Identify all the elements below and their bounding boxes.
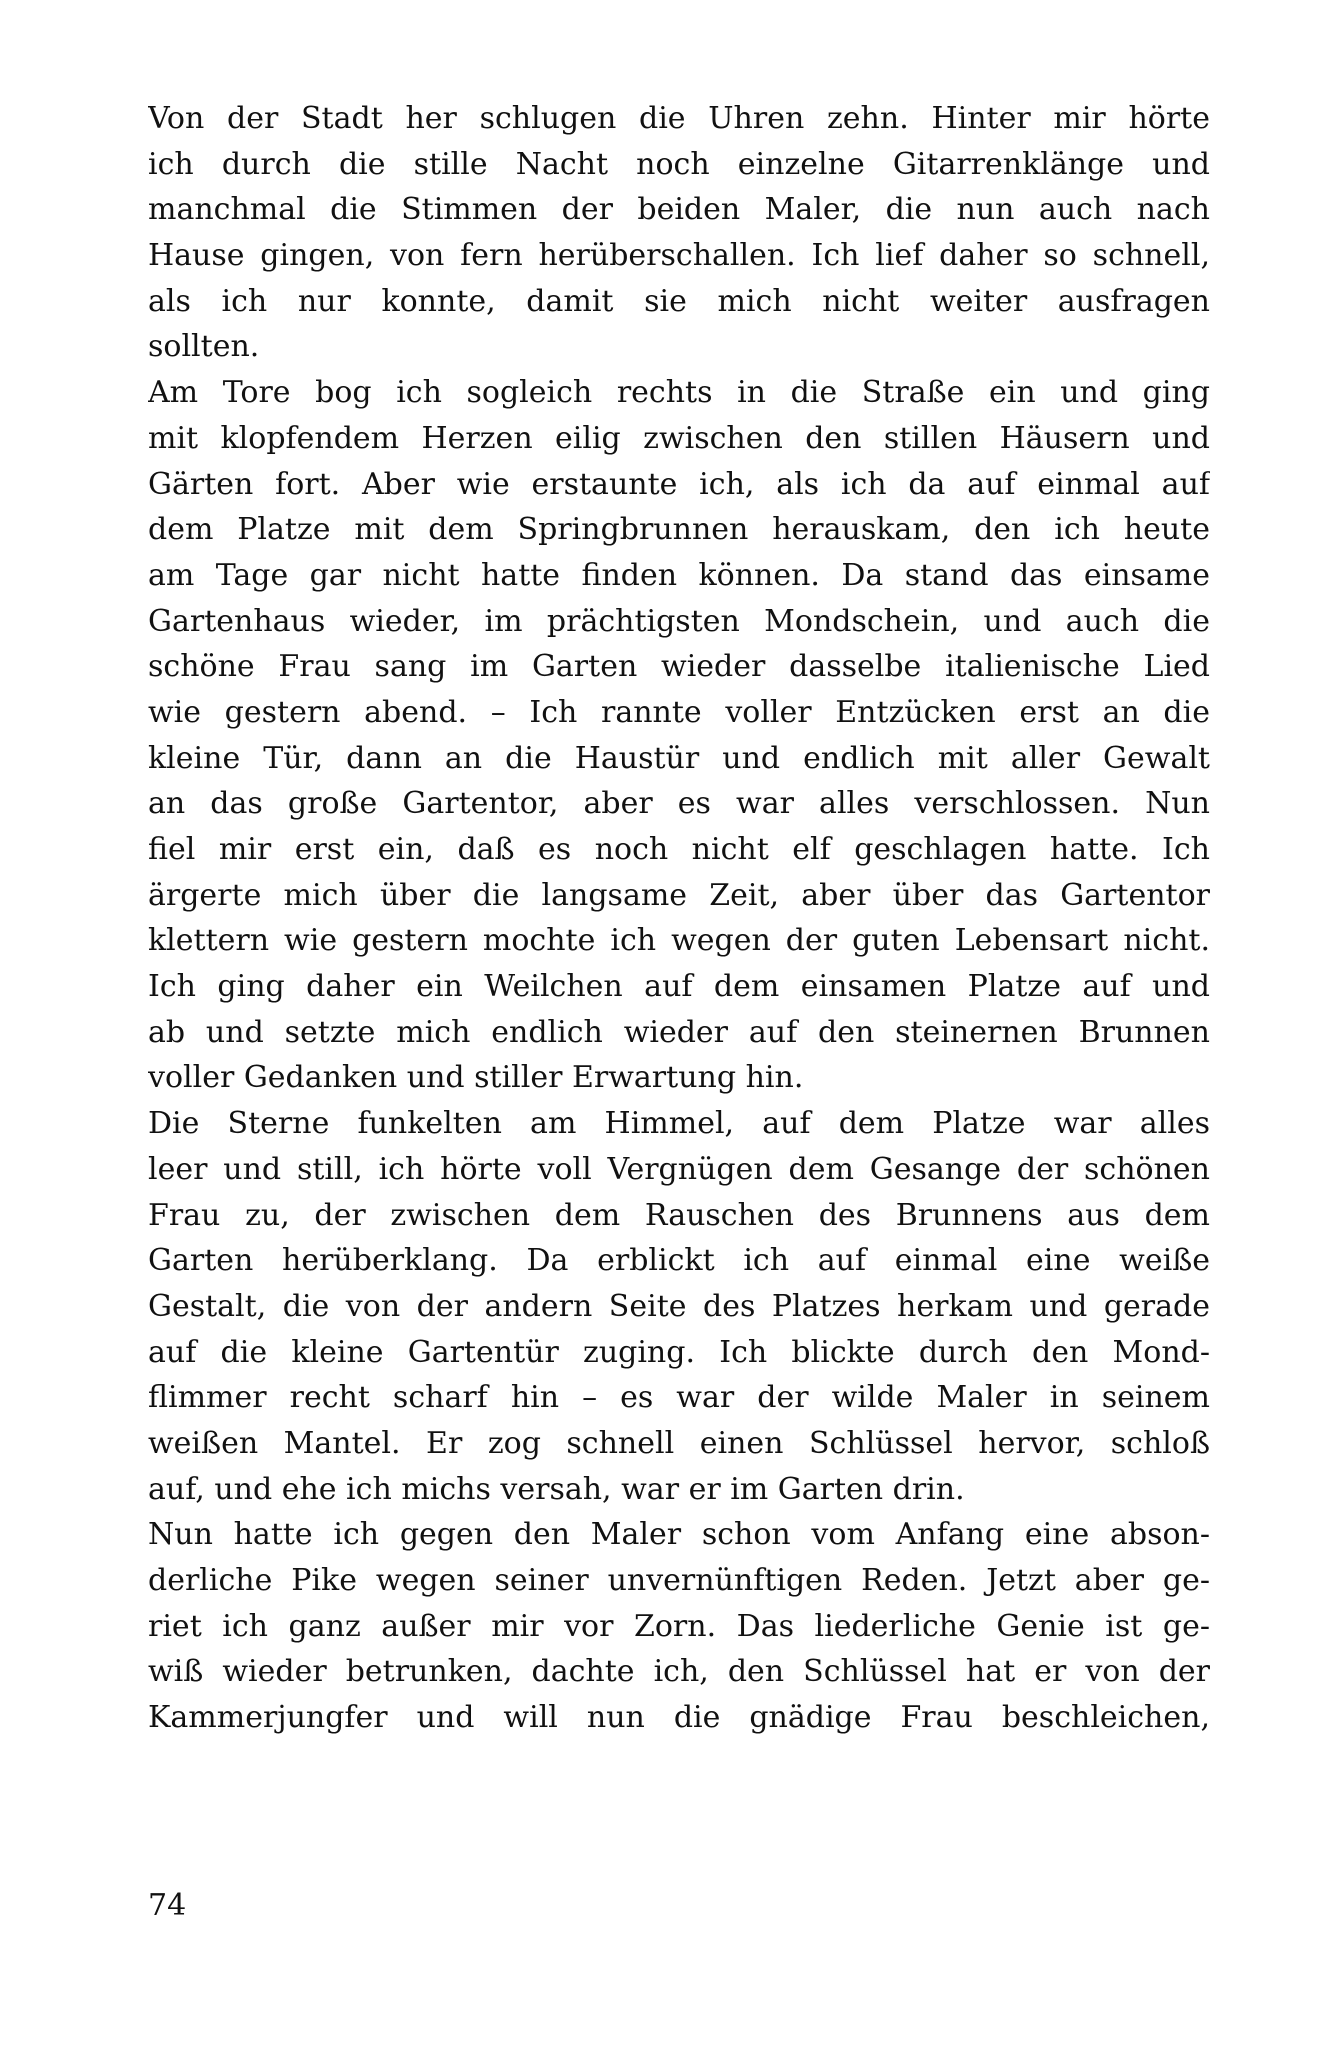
paragraph-1 bbox=[148, 96, 1210, 370]
text-line: klettern wie gestern mochte ich wegen der guten Lebensart nicht. bbox=[148, 923, 1210, 959]
text-line: wiß wieder betrunken, dachte ich, den Schlüssel hat er von der bbox=[148, 1654, 1210, 1690]
text-line: riet ich ganz außer mir vor Zorn. Das liederliche Genie ist ge- bbox=[148, 1608, 1210, 1644]
text-line: auf, und ehe ich michs versah, war er im Garten drin. bbox=[148, 1471, 965, 1507]
paragraph-2 bbox=[148, 370, 1210, 1101]
text-line: leer und still, ich hörte voll Vergnügen dem Gesange der schönen bbox=[148, 1151, 1210, 1187]
text-line: auf die kleine Gartentür zuging. Ich blickte durch den Mond- bbox=[148, 1334, 1210, 1370]
text-line: voller Gedanken und stiller Erwartung hin. bbox=[148, 1060, 804, 1096]
text-line: Am Tore bog ich sogleich rechts in die Straße ein und ging bbox=[148, 375, 1210, 411]
text-line: dem Platze mit dem Springbrunnen herauskam, den ich heute bbox=[148, 512, 1210, 548]
text-line: schöne Frau sang im Garten wieder dasselbe italienische Lied bbox=[148, 649, 1210, 685]
text-line: fiel mir erst ein, daß es noch nicht elf geschlagen hatte. Ich bbox=[148, 832, 1210, 867]
text-line: ärgerte mich über die langsame Zeit, aber über das Gartentor bbox=[148, 877, 1210, 913]
text-line: Hause gingen, von fern herüberschallen. Ich lief daher so schnell, bbox=[148, 238, 1210, 274]
text-line: Die Sterne funkelten am Himmel, auf dem Platze war alles bbox=[148, 1106, 1210, 1142]
paragraph-4 bbox=[148, 1512, 1210, 1740]
text-line: weißen Mantel. Er zog schnell einen Schlüssel hervor, schloß bbox=[148, 1425, 1210, 1461]
text-line: Gärten fort. Aber wie erstaunte ich, als ich da auf einmal auf bbox=[148, 466, 1210, 502]
text-line: Kammerjungfer und will nun die gnädige Frau beschleichen, bbox=[148, 1700, 1210, 1736]
text-line: Gartenhaus wieder, im prächtigsten Mondschein, und auch die bbox=[148, 603, 1210, 639]
text-line: als ich nur konnte, damit sie mich nicht weiter ausfragen bbox=[148, 283, 1210, 319]
text-line: ich durch die stille Nacht noch einzelne Gitarrenklänge und bbox=[148, 146, 1210, 182]
text-line: Nun hatte ich gegen den Maler schon vom Anfang eine abson- bbox=[148, 1517, 1210, 1553]
text-line: manchmal die Stimmen der beiden Maler, die nun auch nach bbox=[148, 192, 1210, 228]
text-line: Garten herüberklang. Da erblickt ich auf einmal eine weiße bbox=[148, 1243, 1210, 1279]
text-line: Frau zu, der zwischen dem Rauschen des Brunnens aus dem bbox=[148, 1197, 1210, 1233]
text-line: sollten. bbox=[148, 329, 260, 365]
page-number: 74 bbox=[148, 1888, 187, 1923]
text-line: derliche Pike wegen seiner unvernünftigen Reden. Jetzt aber ge- bbox=[148, 1563, 1210, 1598]
text-line: mit klopfendem Herzen eilig zwischen den stillen Häusern und bbox=[148, 420, 1210, 456]
text-line: wie gestern abend. – Ich rannte voller Entzücken erst an die bbox=[148, 694, 1210, 730]
text-line: Von der Stadt her schlugen die Uhren zehn. Hinter mir hörte bbox=[148, 101, 1210, 136]
text-line: am Tage gar nicht hatte finden können. Da stand das einsame bbox=[148, 557, 1210, 593]
paragraph-3 bbox=[148, 1101, 1210, 1512]
text-line: Ich ging daher ein Weilchen auf dem einsamen Platze auf und bbox=[148, 969, 1210, 1005]
book-page bbox=[148, 96, 1210, 1916]
text-line: an das große Gartentor, aber es war alles verschlossen. Nun bbox=[148, 786, 1210, 822]
text-line: flimmer recht scharf hin – es war der wilde Maler in seinem bbox=[148, 1380, 1210, 1416]
text-line: Gestalt, die von der andern Seite des Platzes herkam und gerade bbox=[148, 1288, 1210, 1324]
text-line: ab und setzte mich endlich wieder auf den steinernen Brunnen bbox=[148, 1014, 1210, 1050]
text-line: kleine Tür, dann an die Haustür und endlich mit aller Gewalt bbox=[148, 740, 1210, 776]
